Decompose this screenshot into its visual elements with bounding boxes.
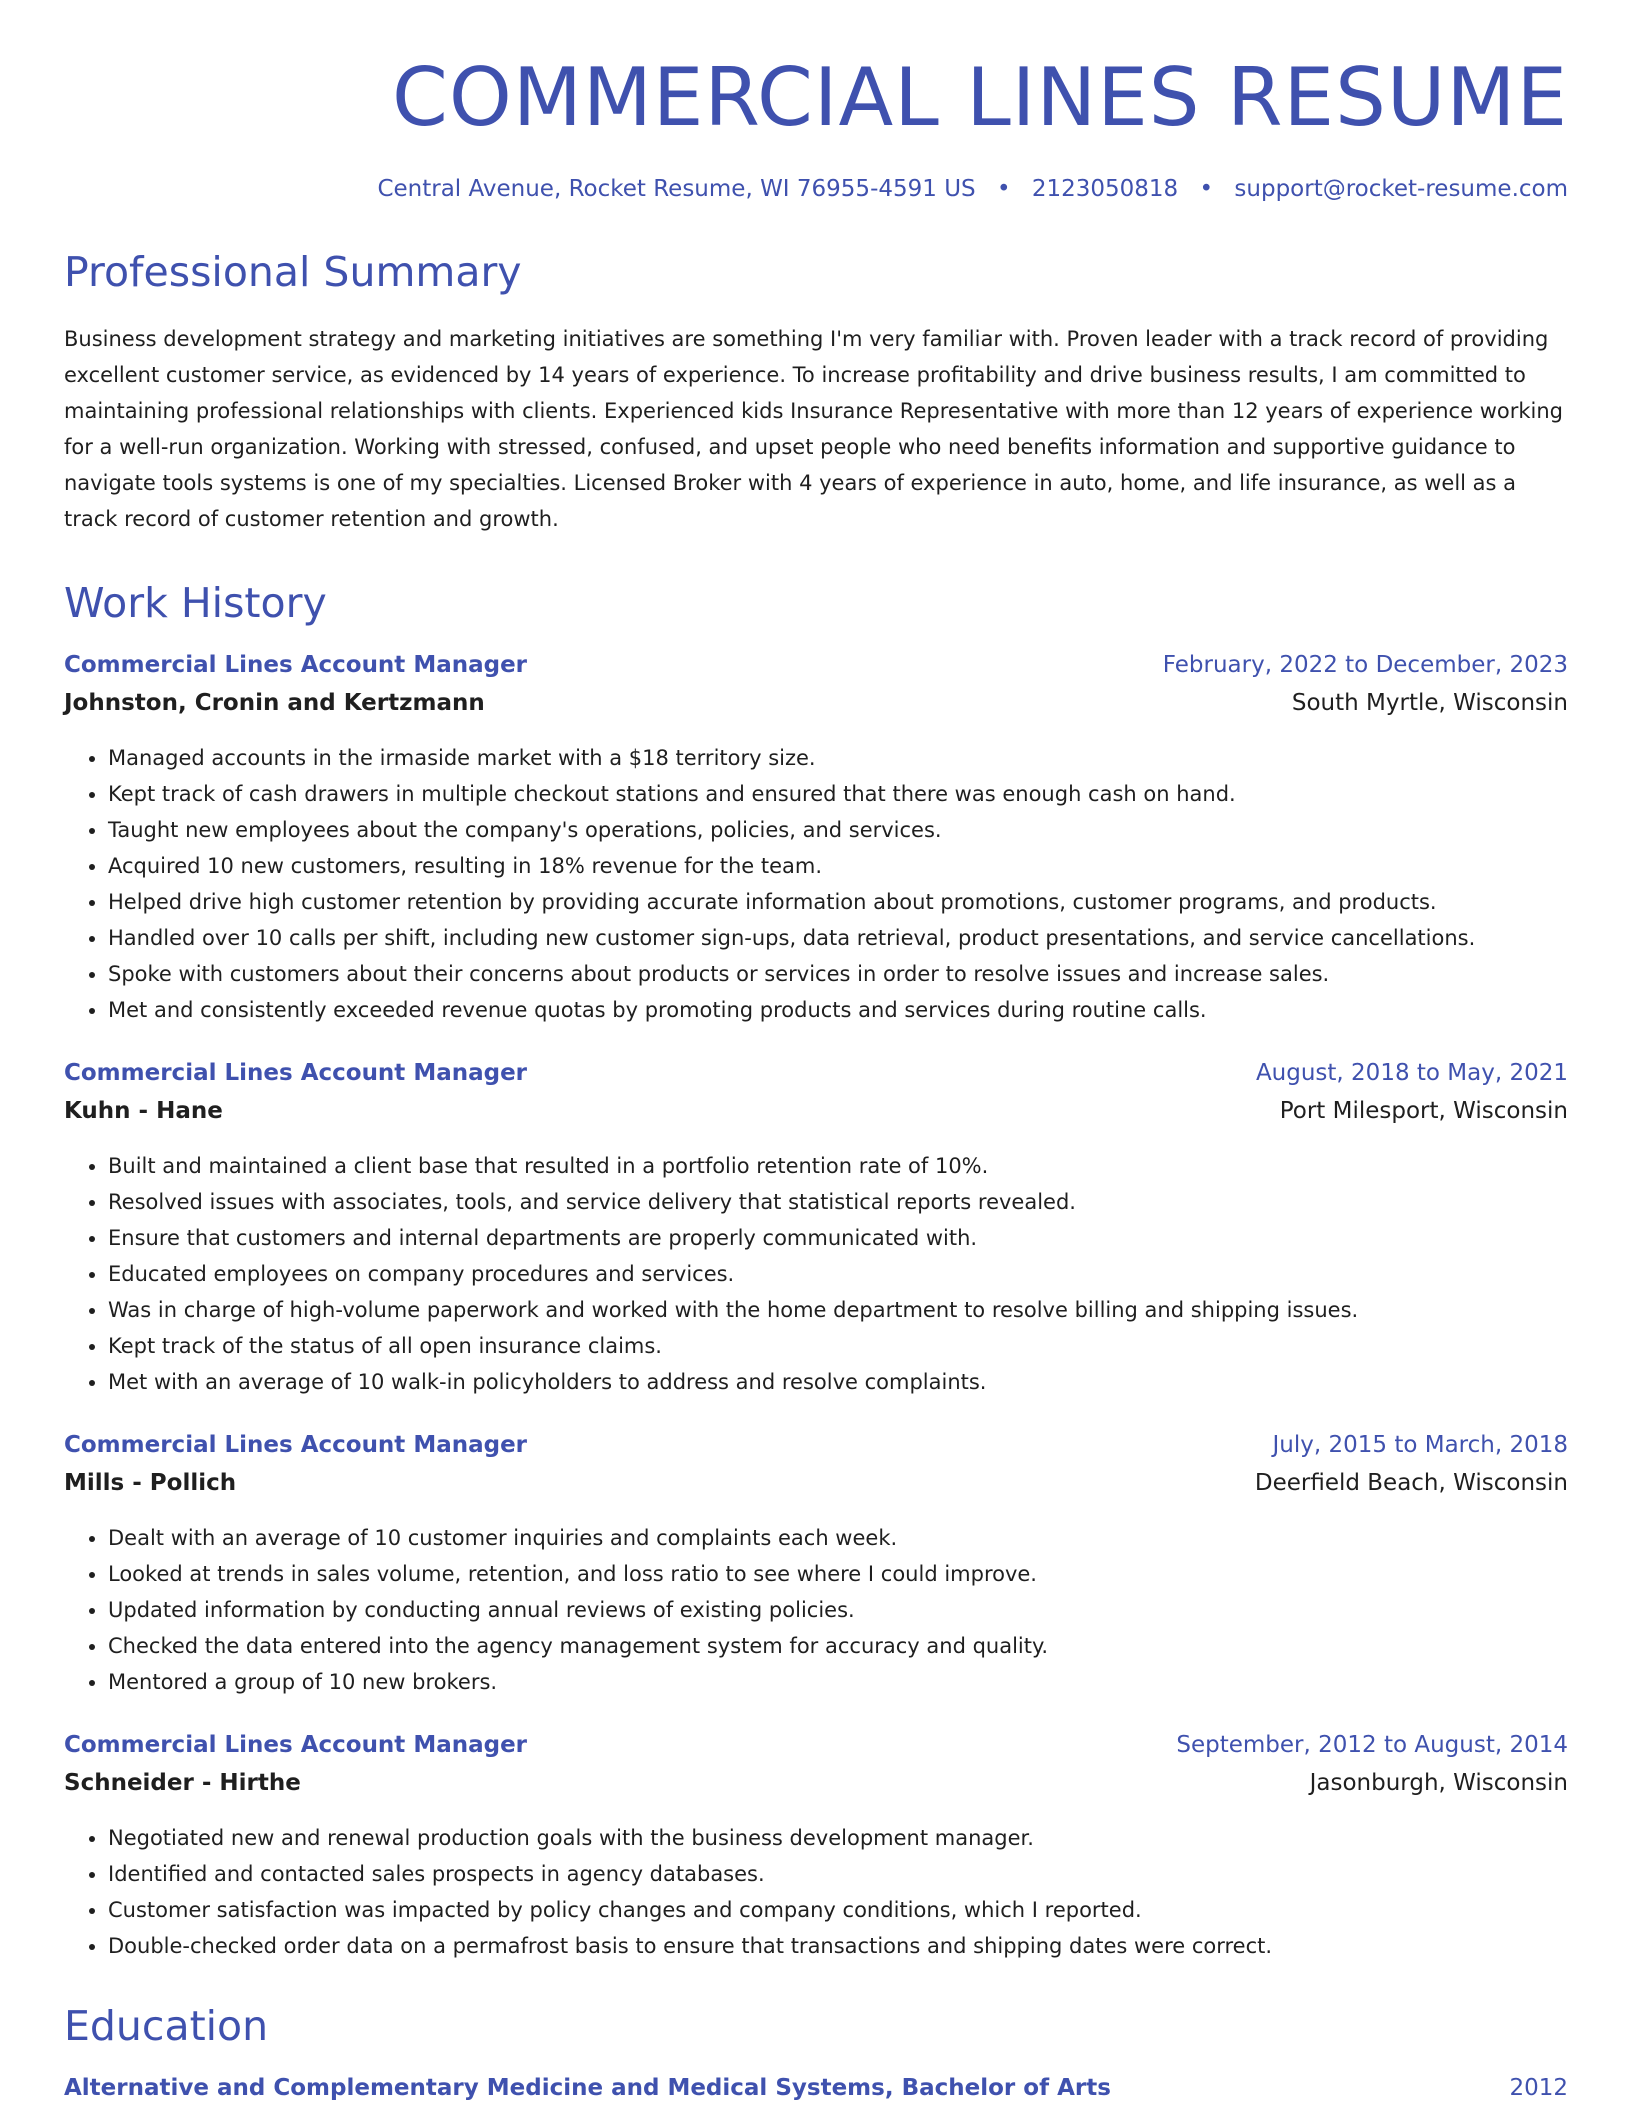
job-company: Schneider - Hirthe (64, 1770, 301, 1797)
job-location: Jasonburgh, Wisconsin (1309, 1770, 1568, 1797)
job-dates: September, 2012 to August, 2014 (1176, 1732, 1568, 1759)
job-location: Port Milesport, Wisconsin (1279, 1098, 1568, 1125)
job-role: Commercial Lines Account Manager (64, 1732, 528, 1759)
job-title-row (64, 652, 1568, 678)
contact-line (64, 176, 1568, 202)
job-company: Mills - Pollich (64, 1470, 237, 1497)
job-entry (64, 652, 1568, 1028)
contact-email: support@rocket-resume.com (1234, 176, 1568, 202)
job-bullet: • Was in charge of high-volume paperwork and worked with the home department to resolve billing and shipping issues. (108, 1292, 1568, 1328)
job-bullet: • Ensure that customers and internal departments are properly communicated with. (108, 1220, 1568, 1256)
job-entry (64, 1432, 1568, 1700)
job-company-row (64, 1086, 1568, 1124)
summary-text: Business development strategy and marketing initiatives are something I'm very familiar with. Proven leader with a track record of providing excellent customer service, as evidenced by 14 years of experience. To increase profitability and drive business results, I am committed to maintaining professional relationships with clients. Experienced kids Insurance Representative with more than 12 years of experience working for a well-run organization. Working with stressed, confused, and upset people who need benefits information and supportive guidance to navigate tools systems is one of my specialties. Licensed Broker with 4 years of experience in auto, home, and life insurance, as well as a track record of customer retention and growth. (64, 327, 1563, 532)
job-title-row (64, 1732, 1568, 1758)
job-entry (64, 1060, 1568, 1400)
job-title-row (64, 1432, 1568, 1458)
education-heading: Education (64, 2002, 269, 2051)
education-year: 2012 (1509, 2075, 1568, 2102)
job-dates: August, 2018 to May, 2021 (1255, 1060, 1568, 1087)
job-bullet: • Built and maintained a client base that resulted in a portfolio retention rate of 10%. (108, 1148, 1568, 1184)
job-bullet: • Kept track of cash drawers in multiple checkout stations and ensured that there was enough cash on hand. (108, 776, 1568, 812)
job-bullet: • Resolved issues with associates, tools, and service delivery that statistical reports revealed. (108, 1184, 1568, 1220)
contact-address: Central Avenue, Rocket Resume, WI 76955-4591 US (377, 176, 976, 202)
job-bullet: • Taught new employees about the company's operations, policies, and services. (108, 812, 1568, 848)
job-company-row (64, 1458, 1568, 1496)
job-bullet: • Kept track of the status of all open insurance claims. (108, 1328, 1568, 1364)
job-bullet: • Mentored a group of 10 new brokers. (108, 1664, 1568, 1700)
job-title-row (64, 1060, 1568, 1086)
job-bullet: • Negotiated new and renewal production goals with the business development manager. (108, 1820, 1568, 1856)
job-bullet: • Helped drive high customer retention by providing accurate information about promotions, customer programs, and products. (108, 884, 1568, 920)
job-company-row (64, 1758, 1568, 1796)
job-bullet: • Educated employees on company procedures and services. (108, 1256, 1568, 1292)
job-bullet: • Acquired 10 new customers, resulting in 18% revenue for the team. (108, 848, 1568, 884)
resume-header (64, 0, 1568, 202)
contact-separator: • (996, 176, 1011, 202)
job-bullet-list (64, 1820, 1568, 1964)
job-bullet: • Dealt with an average of 10 customer inquiries and complaints each week. (108, 1520, 1568, 1556)
job-bullet-list (64, 740, 1568, 1028)
contact-separator: • (1199, 176, 1214, 202)
education-degree: Alternative and Complementary Medicine and Medical Systems, Bachelor of Arts (64, 2075, 1111, 2102)
contact-phone: 2123050818 (1031, 176, 1179, 202)
job-bullet-list (64, 1148, 1568, 1400)
job-bullet: • Looked at trends in sales volume, retention, and loss ratio to see where I could improve. (108, 1556, 1568, 1592)
job-role: Commercial Lines Account Manager (64, 1432, 528, 1459)
job-location: South Myrtle, Wisconsin (1291, 690, 1568, 717)
job-bullet: • Spoke with customers about their concerns about products or services in order to resolve issues and increase sales. (108, 956, 1568, 992)
job-bullet: • Met and consistently exceeded revenue quotas by promoting products and services during routine calls. (108, 992, 1568, 1028)
summary-heading: Professional Summary (64, 248, 522, 296)
job-role: Commercial Lines Account Manager (64, 1060, 528, 1087)
education-entry (64, 2075, 1568, 2101)
job-company-row (64, 678, 1568, 716)
job-company: Kuhn - Hane (64, 1098, 223, 1125)
job-bullet: • Updated information by conducting annual reviews of existing policies. (108, 1592, 1568, 1628)
job-entry (64, 1732, 1568, 1964)
job-bullet: • Identified and contacted sales prospects in agency databases. (108, 1856, 1568, 1892)
work-history-list (64, 652, 1568, 1964)
job-role: Commercial Lines Account Manager (64, 652, 528, 679)
job-bullet: • Managed accounts in the irmaside market with a $18 territory size. (108, 740, 1568, 776)
job-location: Deerfield Beach, Wisconsin (1254, 1470, 1568, 1497)
job-bullet: • Customer satisfaction was impacted by policy changes and company conditions, which I reported. (108, 1892, 1568, 1928)
resume-title: COMMERCIAL LINES RESUME (391, 51, 1568, 144)
job-bullet: • Double-checked order data on a permafrost basis to ensure that transactions and shipping dates were correct. (108, 1928, 1568, 1964)
work-history-heading: Work History (64, 579, 327, 628)
job-bullet: • Met with an average of 10 walk-in policyholders to address and resolve complaints. (108, 1364, 1568, 1400)
job-dates: February, 2022 to December, 2023 (1162, 652, 1568, 679)
job-bullet-list (64, 1520, 1568, 1700)
job-dates: July, 2015 to March, 2018 (1272, 1432, 1568, 1459)
job-company: Johnston, Cronin and Kertzmann (64, 690, 485, 717)
job-bullet: • Checked the data entered into the agency management system for accuracy and quality. (108, 1628, 1568, 1664)
job-bullet: • Handled over 10 calls per shift, including new customer sign-ups, data retrieval, product presentations, and service cancellations. (108, 920, 1568, 956)
